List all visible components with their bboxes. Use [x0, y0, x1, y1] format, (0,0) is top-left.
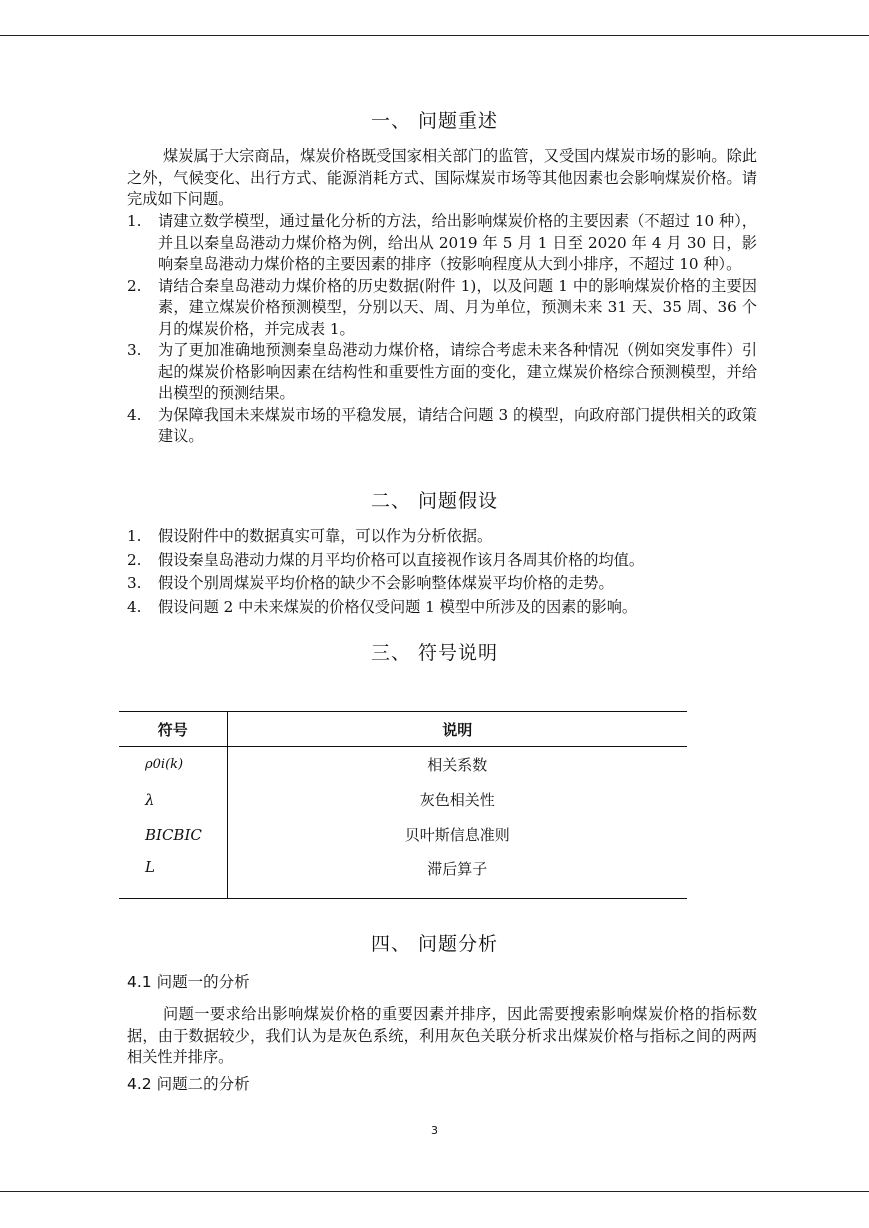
list-item	[127, 340, 757, 405]
list-item-text: 为了更加准确地预测秦皇岛港动力煤价格，请综合考虑未来各种情况（例如突发事件）引起的煤炭价格影响因素在结构性和重要性方面的变化，建立煤炭价格综合预测模型，并给出模型的预测结果。	[158, 341, 757, 402]
list-item	[127, 572, 757, 596]
table-row	[119, 782, 687, 817]
list-item-number: 4.	[127, 405, 142, 424]
section-title-analysis: 四、 问题分析	[370, 933, 499, 955]
analysis-1-text: 问题一要求给出影响煤炭价格的重要因素并排序，因此需要搜索影响煤炭价格的指标数据，由于数据较少，我们认为是灰色系统，利用灰色关联分析求出煤炭价格与指标之间的两两相关性并排序。	[127, 1005, 757, 1066]
description-cell: 相关系数	[427, 756, 488, 774]
table-row	[119, 817, 687, 852]
assumptions-list	[127, 525, 757, 619]
list-item-number: 3.	[127, 341, 142, 359]
table-row	[119, 747, 687, 783]
footer-rule	[0, 1191, 869, 1192]
list-item-number: 4.	[127, 597, 142, 616]
restatement-intro: 煤炭属于大宗商品，煤炭价格既受国家相关部门的监管，又受国内煤炭市场的影响。除此之外，气候变化、出行方式、能源消耗方式、国际煤炭市场等其他因素也会影响煤炭价格。请完成如下问题。	[127, 147, 757, 208]
table-row	[119, 852, 687, 899]
description-cell: 滞后算子	[227, 852, 687, 899]
column-header-description: 说明	[227, 712, 687, 747]
column-header-symbol: 符号	[119, 712, 227, 747]
section-title-restatement: 一、 问题重述	[370, 110, 499, 132]
list-item-text: 请结合秦皇岛港动力煤价格的历史数据(附件 1)，以及问题 1 中的影响煤炭价格的主要因素，建立煤炭价格预测模型，分别以天、周、月为单位，预测未来 31 天、35 周、36 个月的煤炭价格，并完成表 1。	[158, 276, 757, 338]
list-item-number: 3.	[127, 574, 142, 592]
symbol-cell: ρ0i(k)	[119, 747, 227, 783]
page-number: 3	[431, 1124, 438, 1137]
description-cell: 灰色相关性	[419, 791, 495, 809]
list-item-number: 2.	[127, 550, 142, 569]
subsection-title-analysis-2: 4.2 问题二的分析	[127, 1075, 250, 1093]
symbol-cell: BICBIC	[119, 817, 227, 852]
list-item	[127, 549, 757, 573]
list-item-text: 假设问题 2 中未来煤炭的价格仅受问题 1 模型中所涉及的因素的影响。	[158, 597, 638, 616]
list-item-text: 假设秦皇岛港动力煤的月平均价格可以直接视作该月各周其价格的均值。	[158, 550, 644, 569]
restatement-list	[127, 211, 757, 448]
list-item	[127, 525, 757, 549]
subsection-title-analysis-1: 4.1 问题一的分析	[127, 973, 250, 991]
symbol-cell: L	[119, 852, 227, 899]
list-item	[127, 211, 757, 276]
list-item-number: 1.	[127, 527, 142, 545]
section-title-symbols: 三、 符号说明	[370, 642, 499, 664]
list-item-number: 2.	[127, 276, 142, 295]
list-item	[127, 276, 757, 341]
symbol-cell: λ	[119, 782, 227, 817]
list-item-text: 为保障我国未来煤炭市场的平稳发展，请结合问题 3 的模型，向政府部门提供相关的政策建议。	[158, 405, 757, 445]
list-item-text: 请建立数学模型，通过量化分析的方法，给出影响煤炭价格的主要因素（不超过 10 种），并且以秦皇岛港动力煤价格为例，给出从 2019 年 5 月 1 日至 2020 年 4 月 30 日，影响秦皇岛港动力煤价格的主要因素的排序（按影响程度从大到小排序，不超过 10 种）。	[158, 212, 757, 273]
list-item-text: 假设附件中的数据真实可靠，可以作为分析依据。	[158, 527, 493, 545]
description-cell: 贝叶斯信息准则	[404, 826, 510, 844]
list-item	[127, 405, 757, 448]
list-item	[127, 596, 757, 620]
table-header-row	[119, 712, 687, 747]
symbol-table	[119, 711, 687, 899]
header-rule	[0, 35, 869, 36]
list-item-number: 1.	[127, 212, 142, 230]
list-item-text: 假设个别周煤炭平均价格的缺少不会影响整体煤炭平均价格的走势。	[158, 574, 614, 592]
section-title-assumptions: 二、 问题假设	[370, 490, 499, 512]
